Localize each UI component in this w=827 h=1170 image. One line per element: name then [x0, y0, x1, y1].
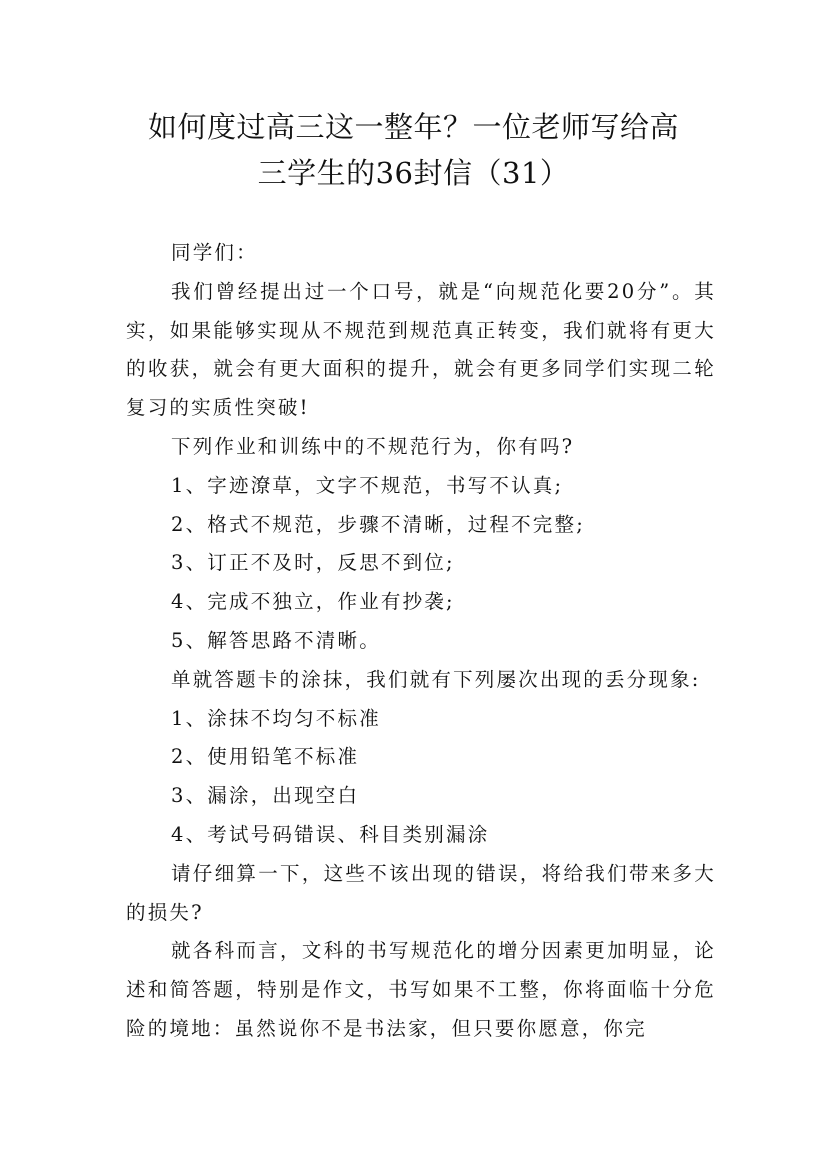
list-item: 5、解答思路不清晰。: [171, 628, 381, 652]
document-body: [126, 234, 716, 1049]
list-item: 1、涂抹不均匀不标准: [171, 706, 381, 730]
list-item: 1、字迹潦草，文字不规范，书写不认真;: [171, 473, 564, 497]
paragraph-salutation: 同学们：: [171, 241, 258, 264]
paragraph-subjects: 就各科而言，文科的书写规范化的增分因素更加明显，论述和简答题，特别是作文，书写如果不工整，你将面临十分危险的境地：虽然说你不是书法家，但只要你愿意，你完: [126, 939, 716, 1040]
list-item: 3、订正不及时，反思不到位;: [171, 551, 455, 575]
paragraph-slogan: 我们曾经提出过一个口号，就是“向规范化要20分”。其实，如果能够实现从不规范到规范真正转变，我们就将有更大的收获，就会有更大面积的提升，就会有更多同学们实现二轮复习的实质性突破!: [126, 279, 716, 420]
paragraph-answer-card: 单就答题卡的涂抹，我们就有下列屡次出现的丢分现象:: [171, 667, 701, 691]
list-item: 3、漏涂，出现空白: [171, 784, 360, 808]
paragraph-question: 下列作业和训练中的不规范行为，你有吗?: [171, 434, 575, 458]
document-title: [100, 104, 727, 196]
title-line-1: 如何度过高三这一整年？一位老师写给高: [147, 110, 679, 144]
list-item: 4、考试号码错误、科目类别漏涂: [171, 822, 490, 846]
title-line-2: 三学生的36封信（31）: [257, 156, 570, 190]
list-item: 2、使用铅笔不标准: [171, 745, 360, 769]
list-item: 4、完成不独立，作业有抄袭;: [171, 590, 455, 614]
list-item: 2、格式不规范，步骤不清晰，过程不完整;: [171, 512, 585, 536]
paragraph-loss-question: 请仔细算一下，这些不该出现的错误，将给我们带来多大的损失?: [126, 861, 716, 924]
